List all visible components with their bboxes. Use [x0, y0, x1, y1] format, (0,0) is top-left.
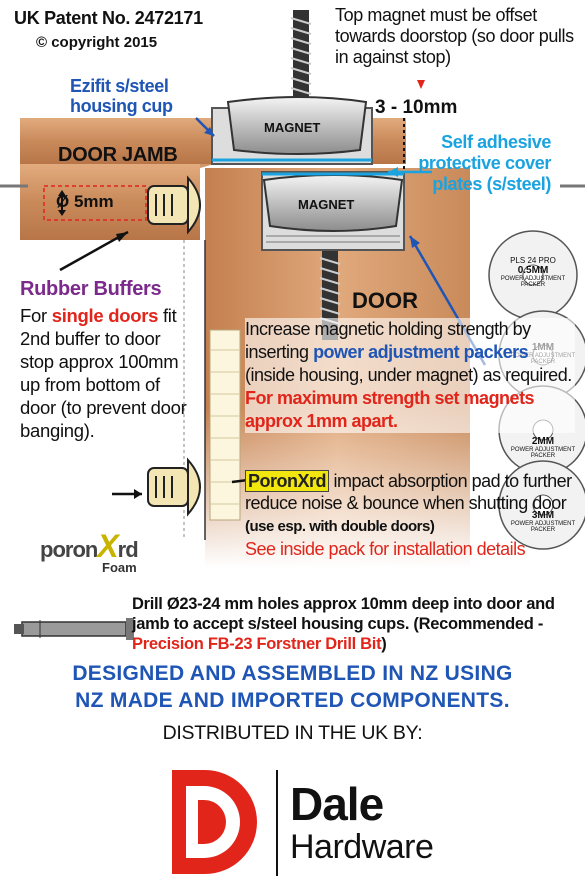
designed-statement — [0, 660, 585, 714]
top-magnet-label: MAGNET — [264, 120, 321, 135]
designed-text: DESIGNED AND ASSEMBLED IN NZ USING NZ MADE AND IMPORTED COMPONENTS. — [72, 662, 513, 712]
distributed-by: DISTRIBUTED IN THE UK BY: — [162, 722, 423, 744]
gap-label: 3 - 10mm — [375, 97, 458, 118]
copyright: © copyright 2015 — [36, 34, 158, 51]
cover-plates-label — [401, 132, 551, 195]
poron-pad — [210, 330, 240, 520]
poron-tag: PoronXrd — [245, 470, 329, 492]
packer-disc-3-caption: POWER ADJUSTMENT PACKER — [510, 447, 576, 459]
packers-middle: (inside housing, under magnet) as required. — [245, 365, 572, 385]
packer-disc-3-size: 2MM — [531, 436, 555, 447]
drill-text: Drill Ø23-24 mm holes approx 10mm deep into door and jamb to accept s/steel housing cups. (Recommended - — [132, 595, 555, 633]
packers-lead: Increase magnetic holding strength by inserting — [245, 319, 531, 362]
packer-disc-1 — [497, 256, 569, 288]
offset-marker — [417, 80, 425, 89]
packers-text — [245, 318, 575, 433]
packers-highlight: power adjustment packers — [313, 342, 529, 362]
brand-subtitle: Hardware — [290, 828, 434, 866]
brand-name: Dale — [290, 778, 384, 830]
rubber-lead: For — [20, 305, 47, 326]
rubber-body: fit 2nd buffer to door stop approx 100mm up from bottom of door (to prevent door banging). — [20, 305, 187, 441]
dale-logo-mark — [172, 770, 257, 874]
poron-body: impact absorption pad to further reduce noise & bounce when shutting door — [245, 471, 572, 513]
diameter-label: Ø 5mm — [56, 192, 114, 211]
drill-product: Precision FB-23 Forstner Drill Bit — [132, 635, 382, 653]
door-label: DOOR — [352, 288, 418, 313]
packer-disc-4-size: 3MM — [531, 510, 555, 521]
poron-text — [245, 470, 580, 560]
packers-warning: For maximum strength set magnets approx 1mm apart. — [245, 388, 535, 431]
housing-cup-text: Ezifit s/steel housing cup — [70, 76, 173, 116]
rubber-buffers-heading: Rubber Buffers — [20, 278, 162, 300]
packer-disc-1-brand: PLS 24 PRO — [510, 256, 556, 265]
packer-disc-1-size: 0.5MM — [517, 265, 549, 276]
rubber-highlight: single doors — [51, 305, 159, 326]
poron-logo-x: X — [97, 528, 118, 564]
poron-logo-pre: poron — [40, 537, 98, 562]
door-jamb-label: DOOR JAMB — [58, 144, 178, 166]
drill-close: ) — [381, 635, 387, 653]
packer-disc-4-caption: POWER ADJUSTMENT PACKER — [510, 521, 576, 533]
top-rubber-buffer — [148, 178, 200, 232]
poron-note: (use esp. with double doors) — [245, 518, 435, 535]
poron-install: See inside pack for installation details — [245, 539, 526, 559]
top-magnet-note: Top magnet must be offset towards doorstop (so door pulls in against stop) — [335, 5, 574, 67]
bottom-magnet-label: MAGNET — [298, 197, 355, 212]
packer-disc-1-caption: POWER ADJUSTMENT PACKER — [500, 276, 566, 288]
packer-disc-3 — [507, 436, 579, 459]
drill-bit-icon — [14, 618, 134, 640]
cover-plates-text: Self adhesive protective cover plates (s/steel) — [418, 132, 551, 194]
housing-cup-label — [70, 76, 190, 116]
drill-instructions — [132, 594, 582, 654]
rubber-buffers-text — [20, 304, 195, 442]
poron-logo-post: rd — [117, 537, 138, 562]
bottom-rubber-buffer — [148, 460, 200, 514]
poron-foam: Foam — [102, 560, 137, 575]
top-screw — [291, 10, 311, 105]
patent-number: UK Patent No. 2472171 — [14, 8, 203, 28]
